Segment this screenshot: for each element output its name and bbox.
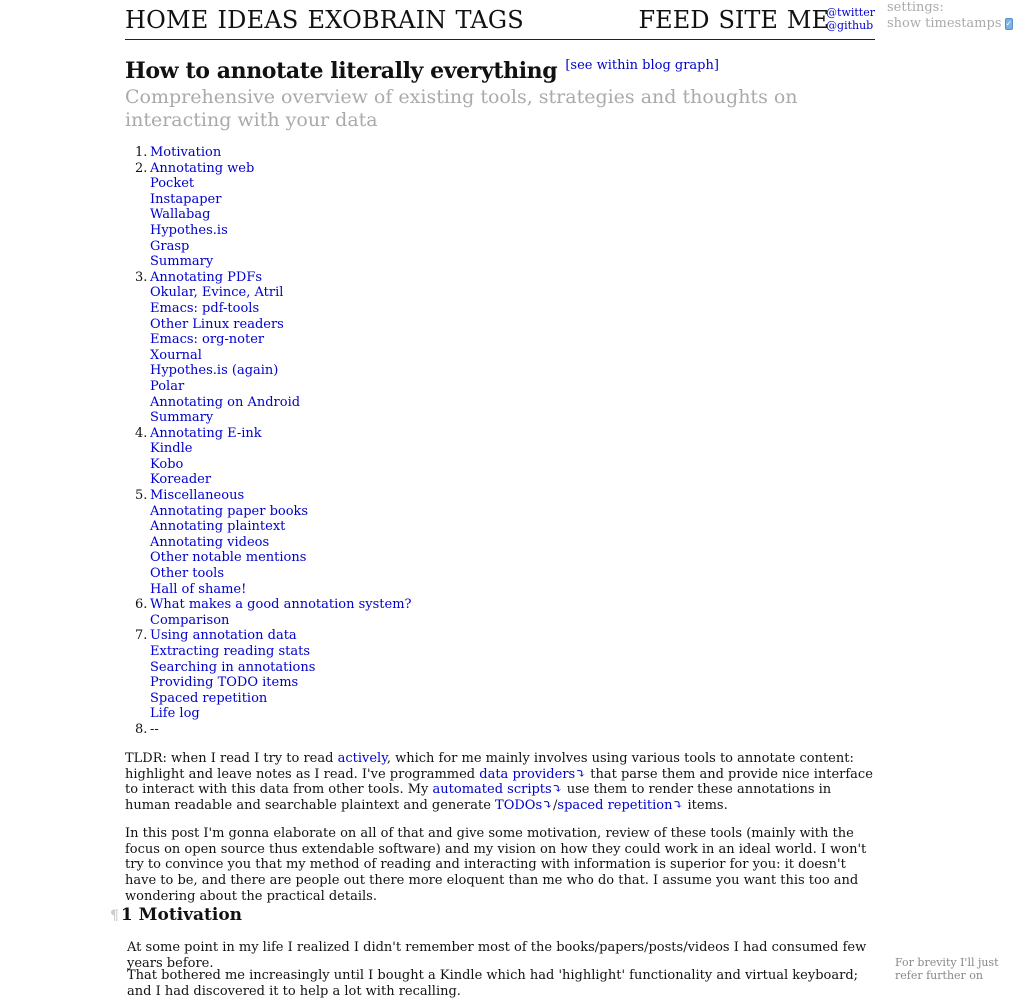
toc-number: 1.: [135, 145, 148, 160]
toc-sublink[interactable]: Other Linux readers: [150, 316, 284, 332]
show-timestamps-label[interactable]: show timestamps: [887, 16, 1002, 31]
todos-link[interactable]: TODOs⤵: [495, 798, 554, 814]
settings-panel: [887, 0, 1013, 32]
toc-sublink[interactable]: Comparison: [150, 612, 230, 628]
section-heading-motivation: [110, 905, 242, 925]
toc-number: 6.: [135, 597, 148, 613]
toc-link[interactable]: What makes a good annotation system?: [150, 597, 412, 613]
toc-sublink[interactable]: Searching in annotations: [150, 659, 316, 675]
toc-link[interactable]: Annotating E-ink: [150, 425, 262, 441]
sidenote: For brevity I'll just refer further on: [895, 956, 999, 982]
motivation-paragraph-1: At some point in my life I realized I didn't remember most of the books/papers/posts/videos I had consumed few years before.: [127, 940, 867, 971]
toc-sublink[interactable]: Hypothes.is (again): [150, 363, 279, 379]
spaced-repetition-link[interactable]: spaced repetition⤵: [557, 798, 684, 814]
toc-sublink[interactable]: Emacs: pdf-tools: [150, 300, 260, 316]
toc-sublink[interactable]: Summary: [150, 410, 214, 426]
toc-sublink[interactable]: Xournal: [150, 347, 202, 363]
toc-item: [135, 270, 412, 286]
toc-sublink[interactable]: Summary: [150, 254, 214, 270]
toc-sublink[interactable]: Okular, Evince, Atril: [150, 285, 284, 301]
toc-sublink[interactable]: Other notable mentions: [150, 550, 307, 566]
tldr-text: , which for me mainly involves using various tools to annotate content: highlight and leave notes as I read. I've programmed: [125, 751, 854, 782]
toc-sublink[interactable]: Wallabag: [150, 207, 211, 223]
toc-sublink[interactable]: Annotating on Android: [150, 394, 301, 410]
nav-site[interactable]: SITE: [718, 6, 778, 34]
actively-link[interactable]: actively: [337, 751, 387, 766]
toc-link[interactable]: --: [150, 721, 159, 737]
toc-number: 8.: [135, 721, 148, 737]
toc-sublink[interactable]: Life log: [150, 706, 200, 722]
toc-sublink[interactable]: Hypothes.is: [150, 222, 228, 238]
toc-sublink[interactable]: Pocket: [150, 176, 195, 192]
social-links: [826, 6, 875, 32]
toc-sublink[interactable]: Hall of shame!: [150, 581, 247, 597]
toc-sublink[interactable]: Emacs: org-noter: [150, 332, 265, 348]
motivation-paragraph-2: That bothered me increasingly until I bought a Kindle which had 'highlight' functionality and virtual keyboard; and I had discovered it to help a lot with recalling.: [127, 968, 859, 999]
toc-link[interactable]: Motivation: [150, 145, 222, 160]
show-timestamps-toggle[interactable]: [887, 16, 1013, 32]
tldr-text: /: [553, 798, 558, 814]
toc-number: 4.: [135, 425, 148, 441]
nav-feed[interactable]: FEED: [638, 6, 710, 34]
tldr-text: items.: [683, 798, 728, 814]
toc-link[interactable]: Annotating web: [150, 160, 255, 176]
toc-item: [135, 597, 412, 613]
nav-ideas[interactable]: IDEAS: [217, 6, 299, 34]
toc-item: [135, 426, 412, 442]
toc-sublink[interactable]: Providing TODO items: [150, 675, 299, 691]
page-title: How to annotate literally everything: [125, 58, 558, 84]
nav-exobrain[interactable]: EXOBRAIN: [307, 6, 447, 34]
nav-left: [125, 6, 533, 34]
toc-sublink[interactable]: Instapaper: [150, 191, 222, 207]
toc-item: [135, 488, 412, 504]
toc-link[interactable]: Miscellaneous: [150, 488, 245, 504]
toc-item: [135, 145, 412, 161]
toc-sublink[interactable]: Polar: [150, 378, 185, 394]
blog-graph-link[interactable]: [see within blog graph]: [565, 58, 719, 73]
toc-sublink[interactable]: Annotating videos: [150, 534, 270, 550]
intro-paragraph: In this post I'm gonna elaborate on all of that and give some motivation, review of these tools (mainly with the focus on open source thus extendable software) and my vision on how they could work in an ideal world. I won't try to convince you that my method of reading and interacting with information is superior for you: it doesn't have to be, and there are people out there more eloquent than me who do that. I assume you want this too and wondering about the practical details.: [125, 826, 867, 904]
toc-sublink[interactable]: Annotating paper books: [150, 503, 309, 519]
toc-item: [135, 628, 412, 644]
article-header: [125, 58, 875, 84]
toc-number: 5.: [135, 488, 148, 504]
toc-sublink[interactable]: Annotating plaintext: [150, 519, 286, 535]
toc-sublink[interactable]: Extracting reading stats: [150, 644, 311, 659]
toc-number: 2.: [135, 160, 148, 176]
github-link[interactable]: @github: [826, 19, 874, 32]
toc-link[interactable]: Using annotation data: [150, 628, 297, 644]
toc-link[interactable]: Annotating PDFs: [150, 269, 263, 285]
toc-item: [135, 161, 412, 177]
settings-label: settings:: [887, 0, 944, 15]
toc-sublink[interactable]: Kindle: [150, 441, 193, 457]
toc-sublink[interactable]: Grasp: [150, 238, 190, 254]
twitter-link[interactable]: @twitter: [826, 6, 875, 19]
toc-sublink[interactable]: Spaced repetition: [150, 690, 268, 706]
section-heading-text: 1 Motivation: [120, 905, 243, 925]
tldr-text: TLDR: when I read I try to read: [125, 751, 338, 766]
tldr-text: use them to render these annotations in human readable and searchable plaintext and generate: [125, 782, 832, 814]
nav-right: [630, 6, 829, 34]
data-providers-link[interactable]: data providers⤵: [479, 766, 587, 782]
nav-tags[interactable]: TAGS: [455, 6, 524, 34]
page-subtitle: Comprehensive overview of existing tools, strategies and thoughts on interacting with your data: [125, 86, 798, 131]
automated-scripts-link[interactable]: automated scripts⤵: [432, 782, 563, 798]
toc-item: [135, 722, 412, 738]
toc-sublink[interactable]: Other tools: [150, 566, 225, 582]
checkbox-checked-icon[interactable]: ✓: [1005, 19, 1013, 28]
tldr-paragraph: [125, 751, 877, 814]
toc-number: 7.: [135, 628, 148, 644]
toc-sublink[interactable]: Kobo: [150, 456, 184, 472]
nav-home[interactable]: HOME: [125, 6, 209, 34]
nav-me[interactable]: ME: [786, 6, 829, 34]
toc-number: 3.: [135, 269, 148, 285]
pilcrow-anchor-icon[interactable]: ¶: [110, 908, 119, 924]
table-of-contents: [135, 145, 412, 738]
tldr-text: that parse them and provide nice interface to interact with this data from other tools. My: [125, 766, 873, 798]
toc-sublink[interactable]: Koreader: [150, 472, 212, 488]
site-header: [125, 0, 875, 40]
